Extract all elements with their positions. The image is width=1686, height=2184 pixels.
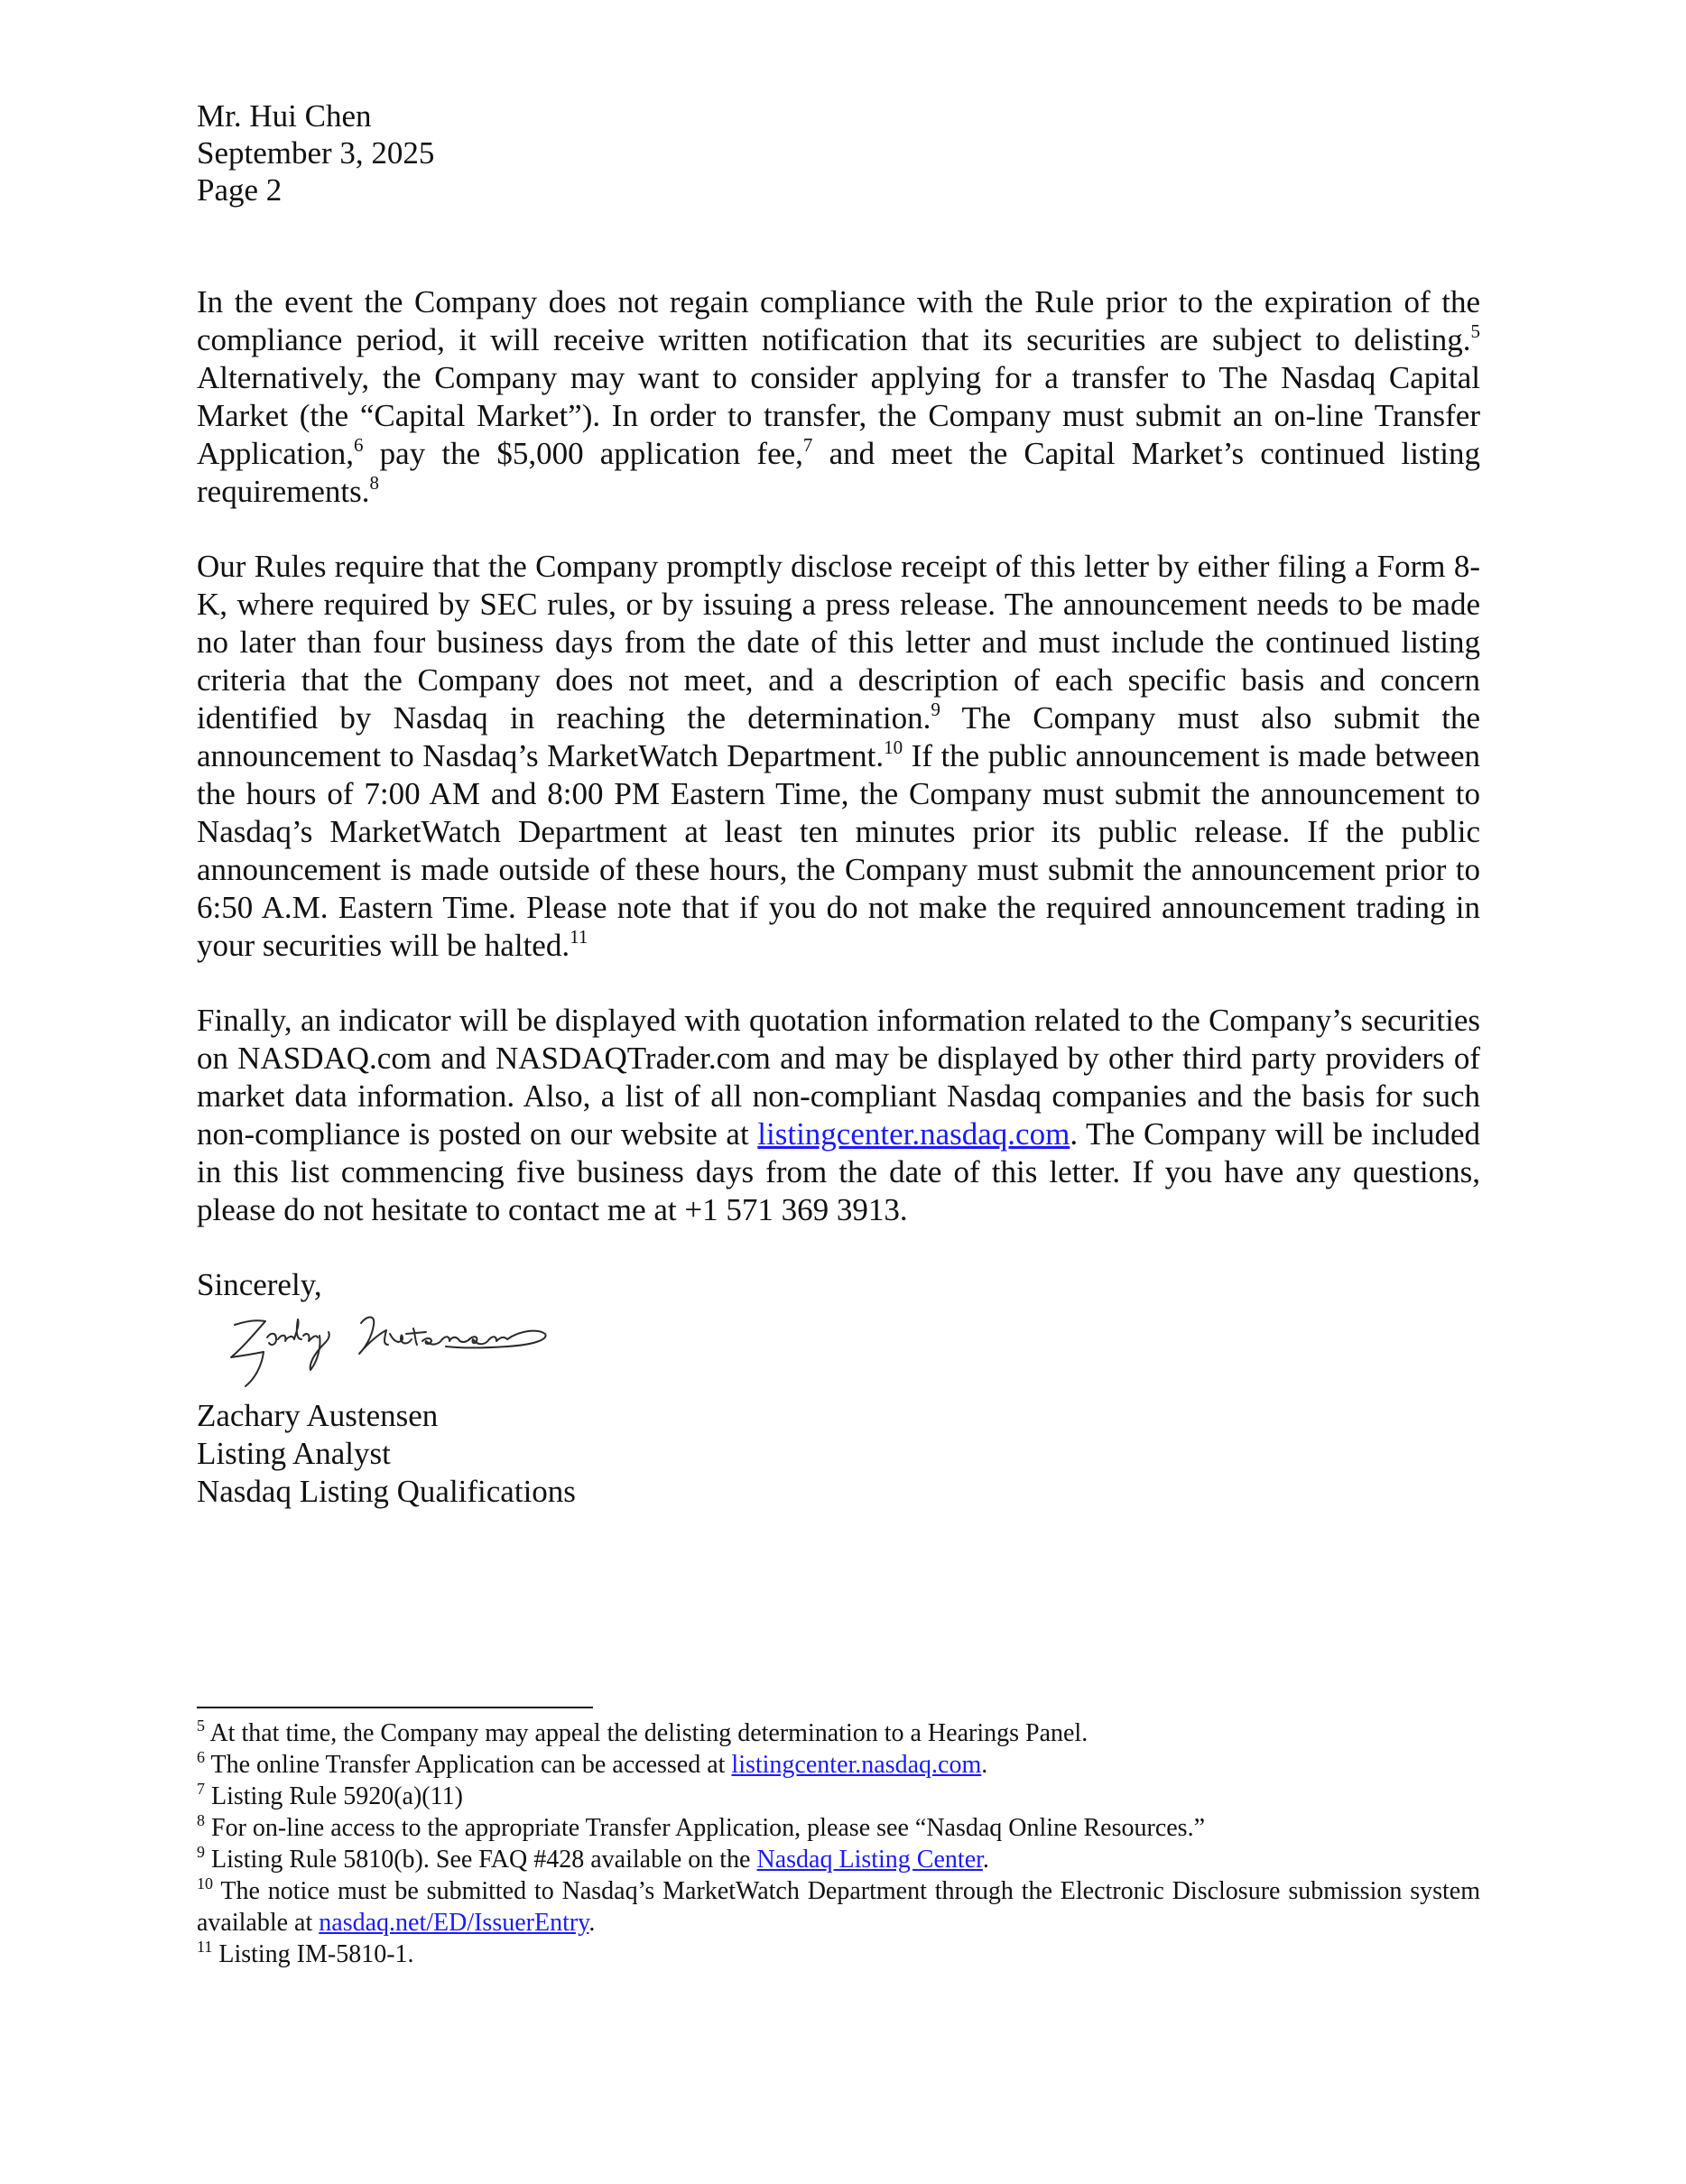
p3-sentence-1: Finally, an indicator will be displayed with quotation information related to the Company’s securities on NASDAQ.com and NASDAQTrader.com and may be displayed by other third party providers of market data information. Also, a list of all non-compliant Nasdaq companies and the basis for such non-compliance is posted on our website at xyxy=(197,1003,1480,1152)
footnote-10-link[interactable]: nasdaq.net/ED/IssuerEntry xyxy=(319,1909,589,1937)
signer-department: Nasdaq Listing Qualifications xyxy=(197,1474,576,1509)
p1-sentence-4: and meet the Capital Market’s continued listing requirements. xyxy=(197,436,1480,509)
closing-salutation: Sincerely, xyxy=(197,1267,322,1302)
footnote-7: $^7$ Listing Rule 5920(a)(11) xyxy=(197,1780,463,1810)
p3-sentence-2: . The Company will be included in this list commencing five business days from the date of this letter. If you have any questions, please do not hesitate to contact me at +1 571 369 3913. xyxy=(197,1116,1480,1227)
handwritten-signature xyxy=(209,1307,552,1388)
paragraph-disclosure xyxy=(197,548,1480,965)
footnote-separator xyxy=(197,1707,593,1708)
footnote-ref-5: 5 xyxy=(1470,320,1480,342)
footnote-ref-9: 9 xyxy=(931,699,940,720)
footnote-11: $^{11}$ Listing IM-5810-1. xyxy=(197,1938,414,1968)
paragraph-compliance xyxy=(197,283,1480,511)
p2-sentence-3: If the public announcement is made between the hours of 7:00 AM and 8:00 PM Eastern Time, the Company must submit the announcement to Nasdaq’s MarketWatch Department at least ten minutes prior its public release. If the public announcement is made outside of these hours, the Company must submit the announcement prior to 6:50 A.M. Eastern Time. Please note that if you do not make the required announcement trading in your securities will be halted. xyxy=(197,738,1480,963)
letter-header xyxy=(197,97,434,208)
footnote-ref-7: 7 xyxy=(802,434,813,456)
footnote-9-link[interactable]: Nasdaq Listing Center xyxy=(756,1846,983,1874)
footnote-ref-6: 6 xyxy=(354,434,364,456)
recipient-name: Mr. Hui Chen xyxy=(197,98,372,134)
signer-title: Listing Analyst xyxy=(197,1436,391,1471)
paragraph-indicator xyxy=(197,1002,1480,1229)
footnote-5: $^5$ At that time, the Company may appeal the delisting determination to a Hearings Panel. xyxy=(197,1717,1088,1747)
listingcenter-link[interactable]: listingcenter.nasdaq.com xyxy=(757,1116,1070,1152)
signer-name: Zachary Austensen xyxy=(197,1398,439,1433)
signer-block xyxy=(197,1397,576,1511)
p1-sentence-1: In the event the Company does not regain compliance with the Rule prior to the expiration of the compliance period, it will receive written notification that its securities are subject to delisting. xyxy=(197,284,1480,357)
p1-sentence-2: Alternatively, the Company may want to consider applying for a transfer to The Nasdaq Capital Market (the “Capital Market”). In order to transfer, the Company must submit an on-line Transfer Application, xyxy=(197,360,1480,471)
p2-sentence-1: Our Rules require that the Company promptly disclose receipt of this letter by either filing a Form 8-K, where required by SEC rules, or by issuing a press release. The announcement needs to be made no later than four business days from the date of this letter and must include the continued listing criteria that the Company does not meet, and a description of each specific basis and concern identified by Nasdaq in reaching the determination. xyxy=(197,549,1480,736)
footnote-ref-10: 10 xyxy=(884,736,903,758)
p2-sentence-2: The Company must also submit the announcement to Nasdaq’s MarketWatch Department. xyxy=(197,700,1481,773)
footnote-9: $^9$ Listing Rule 5810(b). See FAQ #428 available on the Nasdaq Listing Center. xyxy=(197,1843,989,1874)
footnote-ref-8: 8 xyxy=(369,472,379,494)
footnote-8: $^8$ For on-line access to the appropriate Transfer Application, please see “Nasdaq Online Resources.” xyxy=(197,1811,1205,1842)
footnote-6-link[interactable]: listingcenter.nasdaq.com xyxy=(731,1751,982,1779)
footnote-ref-11: 11 xyxy=(570,926,588,948)
letter-date: September 3, 2025 xyxy=(197,135,435,171)
footnote-6: $^6$ The online Transfer Application can be accessed at listingcenter.nasdaq.com. xyxy=(197,1748,988,1779)
footnote-10: $^{10}$ The notice must be submitted to Nasdaq’s MarketWatch Department through the Electronic Disclosure submission system available at nasdaq.net/ED/IssuerEntry. xyxy=(197,1874,1480,1937)
footnotes xyxy=(197,1717,1480,1970)
p1-sentence-3: pay the $5,000 application fee, xyxy=(363,436,803,471)
page-number: Page 2 xyxy=(197,172,283,208)
